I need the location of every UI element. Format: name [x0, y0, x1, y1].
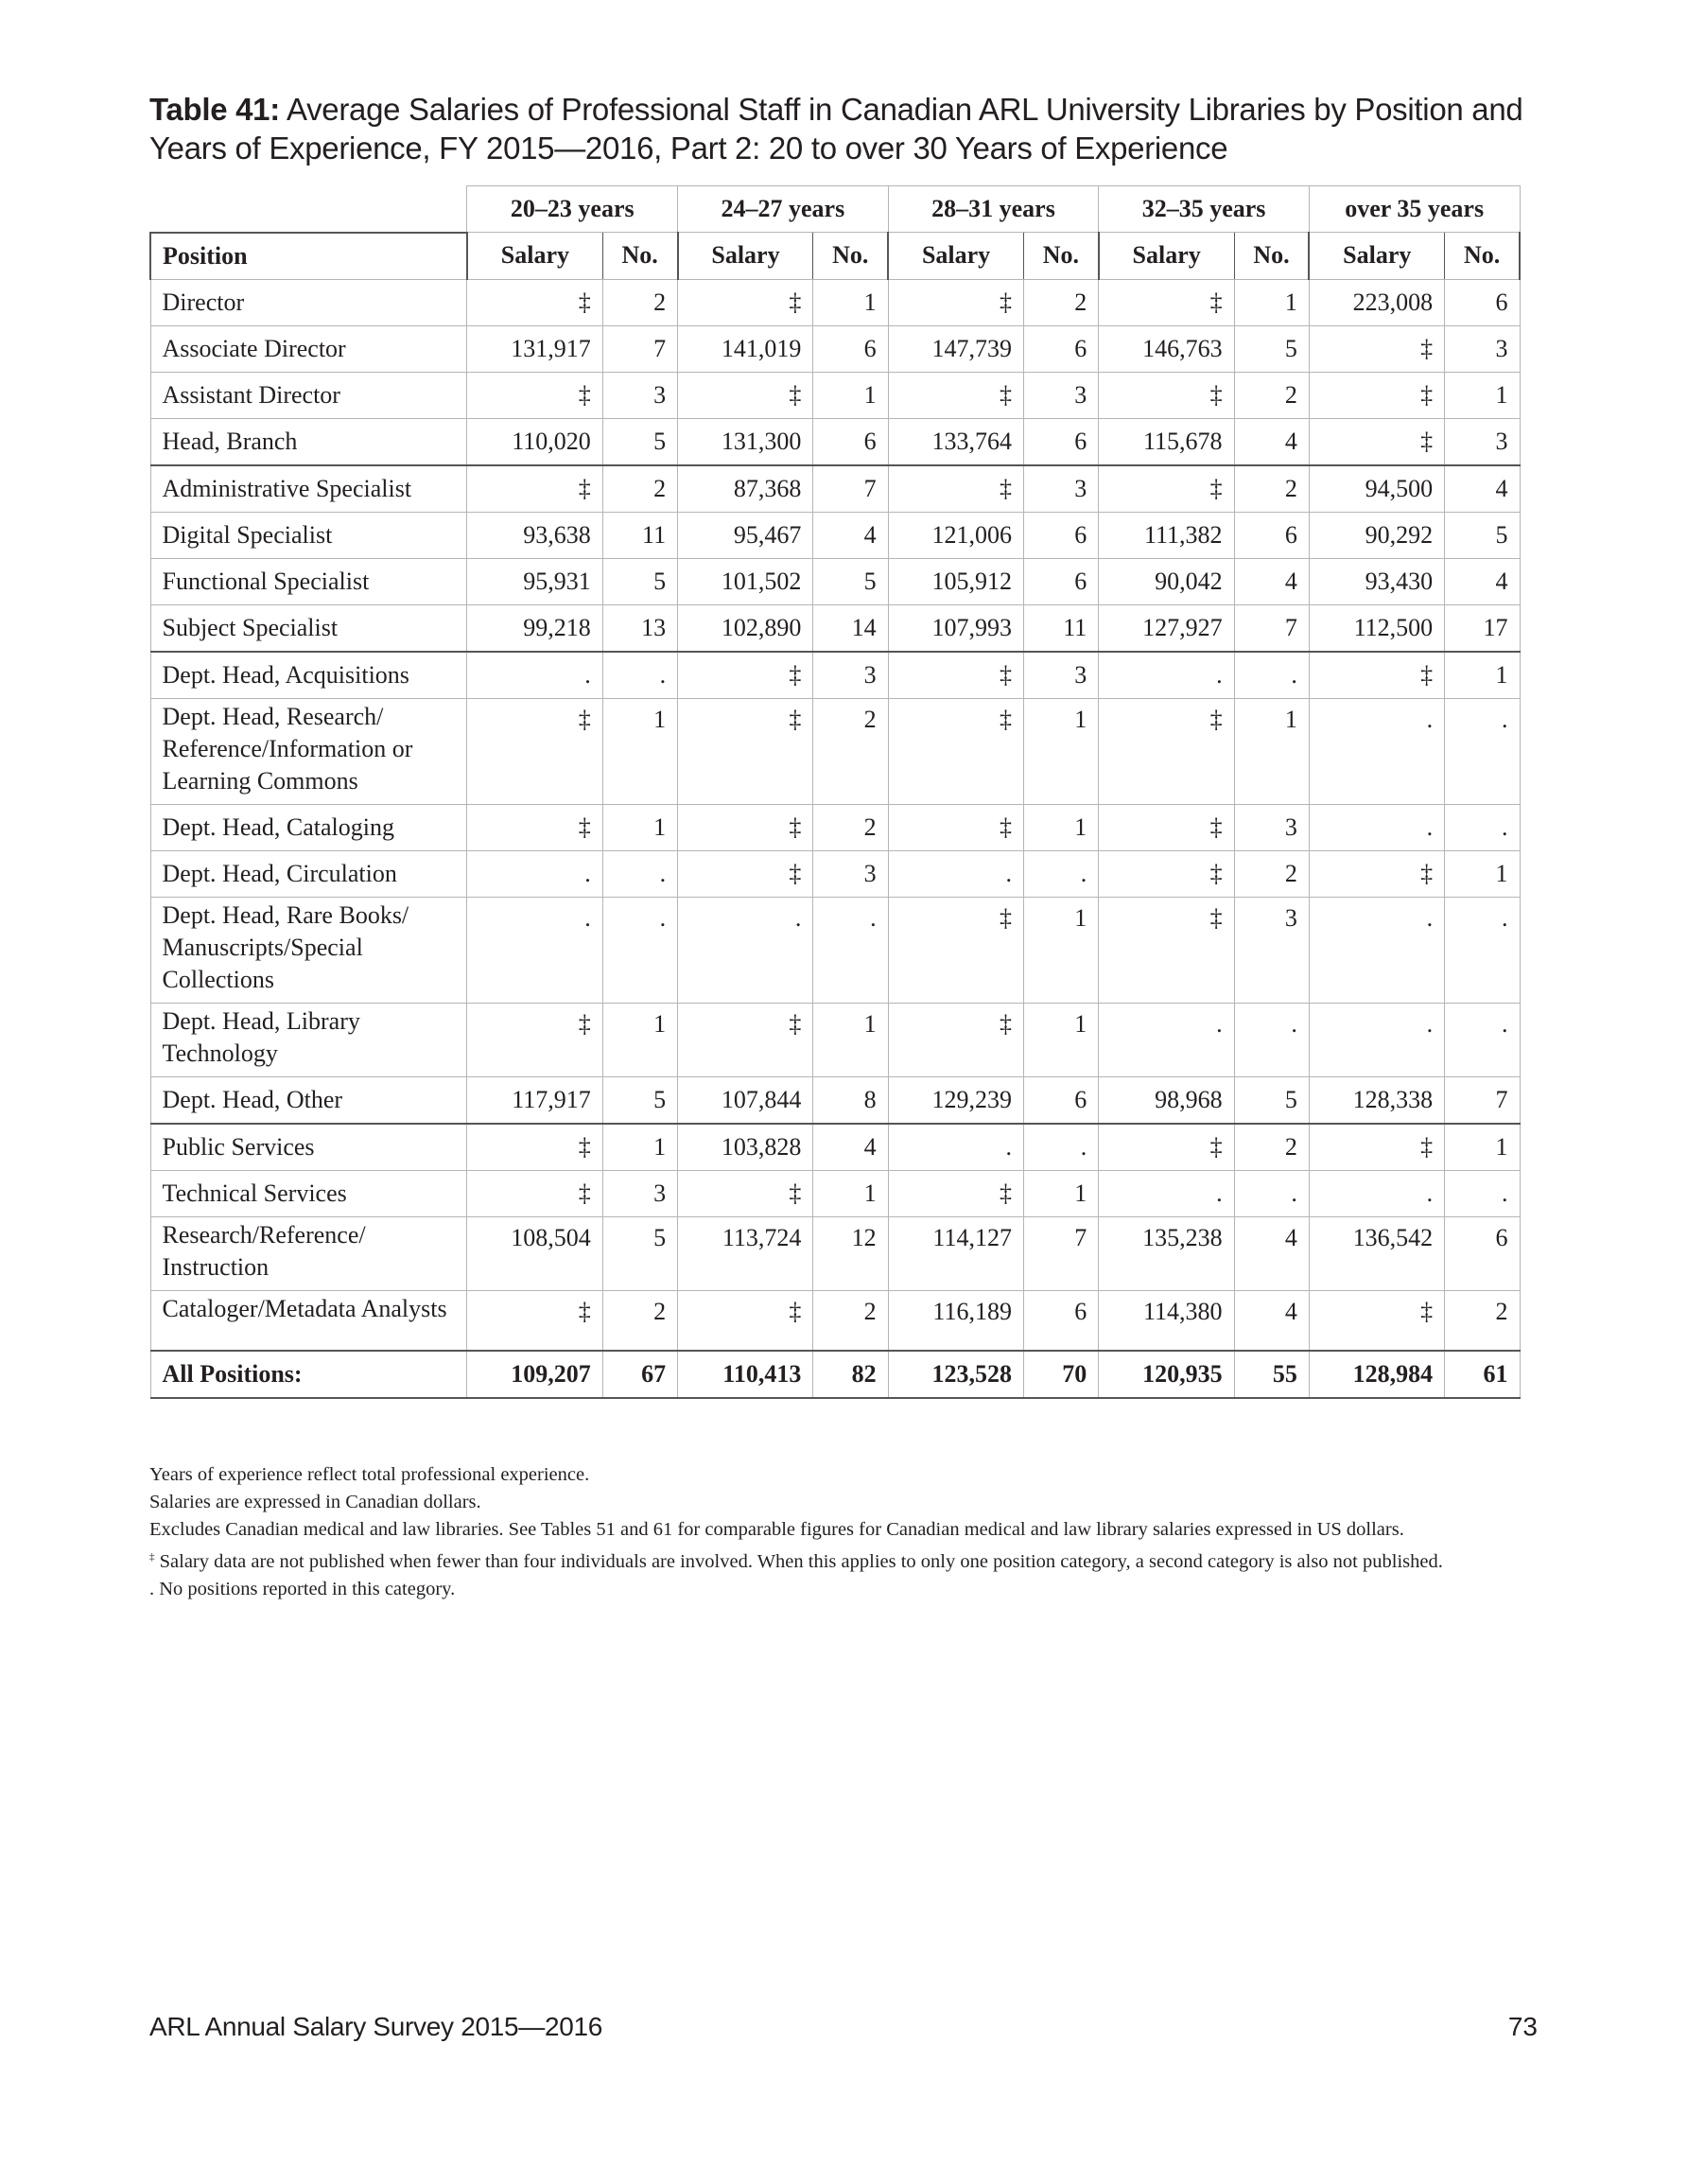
salary-cell: 113,724: [678, 1216, 813, 1290]
group-header: 32–35 years: [1099, 186, 1310, 233]
count-cell: 4: [1234, 418, 1309, 465]
note-suppression: [149, 1544, 1521, 1576]
salary-cell: ‡: [888, 897, 1023, 1003]
salary-cell: ‡: [1099, 279, 1234, 325]
salary-cell: ‡: [678, 1003, 813, 1076]
count-cell: 3: [1023, 652, 1098, 699]
note: Years of experience reflect total professional experience.: [149, 1464, 590, 1485]
count-cell: 2: [602, 465, 677, 513]
note: Salaries are expressed in Canadian dollars.: [149, 1492, 481, 1512]
count-header: No.: [1023, 233, 1098, 280]
count-cell: 2: [602, 1290, 677, 1351]
salary-cell: ‡: [467, 1003, 602, 1076]
salary-cell: 114,127: [888, 1216, 1023, 1290]
position-cell: Dept. Head, Library Technology: [150, 1003, 467, 1076]
count-cell: 1: [813, 1170, 888, 1216]
salary-cell: 131,300: [678, 418, 813, 465]
position-cell: Subject Specialist: [150, 604, 467, 652]
count-cell: 6: [1023, 1076, 1098, 1124]
salary-cell: ‡: [1309, 652, 1444, 699]
salary-cell: ‡: [1309, 418, 1444, 465]
count-cell: 2: [813, 698, 888, 804]
salary-cell: 95,467: [678, 512, 813, 558]
salary-header: Salary: [1309, 233, 1444, 280]
salary-cell: 135,238: [1099, 1216, 1234, 1290]
table-row: [150, 279, 1520, 325]
count-cell: .: [1234, 1003, 1309, 1076]
salary-cell: ‡: [467, 698, 602, 804]
table-notes: [149, 1461, 1521, 1603]
salary-cell: 98,968: [1099, 1076, 1234, 1124]
total-salary-cell: 109,207: [467, 1351, 602, 1398]
count-cell: .: [1234, 652, 1309, 699]
count-cell: 7: [1023, 1216, 1098, 1290]
count-cell: .: [602, 897, 677, 1003]
table-row: [150, 418, 1520, 465]
count-cell: 1: [813, 372, 888, 418]
count-cell: 7: [1234, 604, 1309, 652]
salary-cell: 93,430: [1309, 558, 1444, 604]
count-cell: 5: [602, 1076, 677, 1124]
table-row: [150, 325, 1520, 372]
salary-cell: 117,917: [467, 1076, 602, 1124]
count-cell: 1: [1445, 372, 1520, 418]
count-cell: 1: [602, 698, 677, 804]
position-cell: Head, Branch: [150, 418, 467, 465]
table-row: [150, 850, 1520, 897]
count-cell: .: [813, 897, 888, 1003]
salary-cell: 105,912: [888, 558, 1023, 604]
salary-cell: 147,739: [888, 325, 1023, 372]
page-number: 73: [1507, 2012, 1538, 2041]
count-cell: 11: [1023, 604, 1098, 652]
salary-cell: .: [888, 1124, 1023, 1171]
count-cell: 1: [1445, 1124, 1520, 1171]
count-cell: 1: [1023, 698, 1098, 804]
count-cell: 6: [813, 325, 888, 372]
salary-cell: ‡: [888, 372, 1023, 418]
salary-cell: .: [1309, 804, 1444, 850]
count-cell: 3: [1234, 897, 1309, 1003]
count-cell: 1: [1023, 1170, 1098, 1216]
total-label: All Positions:: [150, 1351, 467, 1398]
count-cell: 1: [1234, 279, 1309, 325]
count-cell: 3: [1023, 465, 1098, 513]
salary-cell: ‡: [678, 804, 813, 850]
total-salary-cell: 128,984: [1309, 1351, 1444, 1398]
table-caption: Average Salaries of Professional Staff in Canadian ARL University Libraries by Position and Years of Experience, FY 2015—2016, Part 2: 20 to over 30 Years of Experience: [149, 92, 1523, 166]
table-row: [150, 1124, 1520, 1171]
salary-cell: ‡: [678, 698, 813, 804]
position-cell: Assistant Director: [150, 372, 467, 418]
position-cell: Dept. Head, Other: [150, 1076, 467, 1124]
group-header: 24–27 years: [678, 186, 889, 233]
salary-cell: ‡: [888, 279, 1023, 325]
count-cell: 5: [1445, 512, 1520, 558]
count-cell: 1: [1445, 850, 1520, 897]
count-cell: 1: [1023, 897, 1098, 1003]
salary-cell: ‡: [1099, 850, 1234, 897]
group-header: 20–23 years: [467, 186, 678, 233]
count-cell: 4: [1445, 558, 1520, 604]
salary-cell: 127,927: [1099, 604, 1234, 652]
salary-header: Salary: [888, 233, 1023, 280]
table-row: [150, 604, 1520, 652]
total-salary-cell: 123,528: [888, 1351, 1023, 1398]
salary-cell: 114,380: [1099, 1290, 1234, 1351]
salary-cell: 107,993: [888, 604, 1023, 652]
salary-cell: .: [1309, 1003, 1444, 1076]
count-cell: 6: [813, 418, 888, 465]
table-row: [150, 1216, 1520, 1290]
note-text: Salary data are not published when fewer than four individuals are involved. When this applies to only one position category, a second category is also not published.: [159, 1551, 1443, 1572]
count-cell: 4: [1234, 1290, 1309, 1351]
count-cell: .: [1023, 850, 1098, 897]
table-body: [150, 279, 1520, 1398]
salary-cell: .: [467, 850, 602, 897]
count-cell: 1: [1023, 1003, 1098, 1076]
salary-cell: ‡: [467, 1124, 602, 1171]
salary-cell: ‡: [1099, 804, 1234, 850]
salary-header: Salary: [1099, 233, 1234, 280]
count-cell: 2: [813, 804, 888, 850]
salary-cell: 110,020: [467, 418, 602, 465]
position-cell: Dept. Head, Cataloging: [150, 804, 467, 850]
salary-table: [149, 185, 1521, 1399]
table-row: [150, 1290, 1520, 1351]
table-row: [150, 804, 1520, 850]
salary-cell: ‡: [888, 698, 1023, 804]
total-count-cell: 61: [1445, 1351, 1520, 1398]
salary-header: Salary: [467, 233, 602, 280]
salary-cell: ‡: [467, 1170, 602, 1216]
count-header: No.: [1234, 233, 1309, 280]
position-cell: Dept. Head, Rare Books/ Manuscripts/Special Collections: [150, 897, 467, 1003]
position-cell: Public Services: [150, 1124, 467, 1171]
count-cell: 4: [1234, 558, 1309, 604]
position-cell: Dept. Head, Circulation: [150, 850, 467, 897]
salary-cell: ‡: [678, 652, 813, 699]
salary-cell: ‡: [678, 1290, 813, 1351]
count-cell: 7: [1445, 1076, 1520, 1124]
position-cell: Digital Specialist: [150, 512, 467, 558]
count-cell: .: [1023, 1124, 1098, 1171]
table-number: Table 41:: [149, 92, 280, 127]
salary-cell: .: [467, 897, 602, 1003]
count-cell: 5: [813, 558, 888, 604]
count-cell: 3: [602, 372, 677, 418]
count-cell: 7: [602, 325, 677, 372]
experience-group-header-row: [150, 186, 1520, 233]
count-cell: 3: [1023, 372, 1098, 418]
double-dagger-symbol: ‡: [149, 1551, 155, 1563]
salary-cell: ‡: [678, 1170, 813, 1216]
count-cell: 2: [1023, 279, 1098, 325]
count-cell: 1: [1234, 698, 1309, 804]
position-cell: Research/Reference/ Instruction: [150, 1216, 467, 1290]
count-cell: 6: [1023, 418, 1098, 465]
count-cell: 3: [813, 652, 888, 699]
count-cell: .: [1234, 1170, 1309, 1216]
count-cell: 6: [1023, 1290, 1098, 1351]
column-header-row: [150, 233, 1520, 280]
salary-cell: ‡: [1099, 465, 1234, 513]
salary-cell: .: [1099, 1170, 1234, 1216]
salary-cell: ‡: [888, 1003, 1023, 1076]
salary-cell: ‡: [1309, 850, 1444, 897]
position-cell: Dept. Head, Acquisitions: [150, 652, 467, 699]
count-cell: 1: [602, 1124, 677, 1171]
count-cell: 6: [1445, 279, 1520, 325]
position-cell: Administrative Specialist: [150, 465, 467, 513]
count-cell: 2: [1234, 850, 1309, 897]
count-header: No.: [1445, 233, 1520, 280]
salary-cell: ‡: [467, 279, 602, 325]
position-cell: Director: [150, 279, 467, 325]
table-row: [150, 512, 1520, 558]
salary-cell: .: [1309, 698, 1444, 804]
total-salary-cell: 120,935: [1099, 1351, 1234, 1398]
salary-cell: ‡: [467, 372, 602, 418]
salary-cell: 103,828: [678, 1124, 813, 1171]
count-cell: .: [1445, 698, 1520, 804]
count-cell: .: [602, 652, 677, 699]
table-row: [150, 465, 1520, 513]
salary-cell: ‡: [1309, 1124, 1444, 1171]
salary-cell: 131,917: [467, 325, 602, 372]
salary-cell: 128,338: [1309, 1076, 1444, 1124]
count-cell: 6: [1023, 512, 1098, 558]
group-header: over 35 years: [1309, 186, 1520, 233]
count-cell: 6: [1234, 512, 1309, 558]
salary-cell: 141,019: [678, 325, 813, 372]
salary-cell: .: [1099, 652, 1234, 699]
salary-cell: ‡: [888, 804, 1023, 850]
salary-cell: ‡: [1099, 372, 1234, 418]
salary-cell: ‡: [678, 372, 813, 418]
salary-cell: 146,763: [1099, 325, 1234, 372]
table-row: [150, 1170, 1520, 1216]
table-row: [150, 1076, 1520, 1124]
count-cell: 1: [1445, 652, 1520, 699]
count-cell: 8: [813, 1076, 888, 1124]
count-cell: 3: [1234, 804, 1309, 850]
count-cell: .: [1445, 1003, 1520, 1076]
count-cell: 6: [1445, 1216, 1520, 1290]
salary-cell: 108,504: [467, 1216, 602, 1290]
salary-cell: ‡: [467, 804, 602, 850]
salary-cell: .: [467, 652, 602, 699]
salary-cell: ‡: [1309, 372, 1444, 418]
salary-cell: 95,931: [467, 558, 602, 604]
count-cell: .: [1445, 1170, 1520, 1216]
salary-cell: 111,382: [1099, 512, 1234, 558]
count-cell: 3: [602, 1170, 677, 1216]
table-title: [149, 90, 1549, 167]
count-cell: 14: [813, 604, 888, 652]
count-cell: 5: [602, 1216, 677, 1290]
position-cell: Dept. Head, Research/ Reference/Information or Learning Commons: [150, 698, 467, 804]
count-cell: 6: [1023, 325, 1098, 372]
table-row: [150, 1003, 1520, 1076]
table-row: [150, 698, 1520, 804]
header-spacer: [150, 186, 467, 233]
count-cell: 3: [1445, 325, 1520, 372]
count-cell: 4: [1445, 465, 1520, 513]
note: . No positions reported in this category.: [149, 1579, 456, 1599]
position-cell: Functional Specialist: [150, 558, 467, 604]
salary-cell: ‡: [467, 1290, 602, 1351]
table-row: [150, 558, 1520, 604]
total-count-cell: 67: [602, 1351, 677, 1398]
count-cell: 4: [813, 512, 888, 558]
salary-cell: 90,042: [1099, 558, 1234, 604]
salary-cell: 112,500: [1309, 604, 1444, 652]
count-cell: 5: [602, 418, 677, 465]
count-cell: 1: [813, 1003, 888, 1076]
salary-cell: .: [678, 897, 813, 1003]
salary-cell: ‡: [888, 465, 1023, 513]
count-header: No.: [813, 233, 888, 280]
count-cell: 3: [813, 850, 888, 897]
count-cell: 7: [813, 465, 888, 513]
position-header: Position: [150, 233, 467, 280]
table-row: [150, 652, 1520, 699]
salary-cell: 94,500: [1309, 465, 1444, 513]
position-cell: Technical Services: [150, 1170, 467, 1216]
count-cell: 2: [1234, 465, 1309, 513]
salary-cell: 133,764: [888, 418, 1023, 465]
salary-cell: 129,239: [888, 1076, 1023, 1124]
total-row: [150, 1351, 1520, 1398]
salary-cell: 107,844: [678, 1076, 813, 1124]
count-cell: 1: [602, 1003, 677, 1076]
count-cell: 3: [1445, 418, 1520, 465]
salary-cell: ‡: [888, 1170, 1023, 1216]
count-cell: .: [1445, 804, 1520, 850]
count-cell: 1: [1023, 804, 1098, 850]
salary-cell: .: [1099, 1003, 1234, 1076]
salary-cell: 90,292: [1309, 512, 1444, 558]
salary-cell: ‡: [678, 850, 813, 897]
count-cell: 2: [1234, 1124, 1309, 1171]
salary-cell: .: [888, 850, 1023, 897]
salary-cell: 121,006: [888, 512, 1023, 558]
count-cell: 2: [1234, 372, 1309, 418]
note: Excludes Canadian medical and law libraries. See Tables 51 and 61 for comparable figures for Canadian medical and law library salaries expressed in US dollars.: [149, 1519, 1404, 1540]
salary-cell: 136,542: [1309, 1216, 1444, 1290]
count-cell: 5: [602, 558, 677, 604]
total-count-cell: 55: [1234, 1351, 1309, 1398]
total-count-cell: 82: [813, 1351, 888, 1398]
salary-cell: 223,008: [1309, 279, 1444, 325]
footer-publication: ARL Annual Salary Survey 2015—2016: [149, 2012, 603, 2041]
salary-cell: ‡: [1099, 897, 1234, 1003]
count-header: No.: [602, 233, 677, 280]
position-cell: Cataloger/Metadata Analysts: [150, 1290, 467, 1351]
salary-cell: 115,678: [1099, 418, 1234, 465]
total-count-cell: 70: [1023, 1351, 1098, 1398]
count-cell: 17: [1445, 604, 1520, 652]
table-row: [150, 897, 1520, 1003]
salary-cell: 99,218: [467, 604, 602, 652]
salary-cell: ‡: [888, 652, 1023, 699]
count-cell: 1: [602, 804, 677, 850]
count-cell: 5: [1234, 1076, 1309, 1124]
salary-cell: 93,638: [467, 512, 602, 558]
count-cell: 4: [1234, 1216, 1309, 1290]
count-cell: 5: [1234, 325, 1309, 372]
count-cell: 2: [813, 1290, 888, 1351]
salary-cell: ‡: [467, 465, 602, 513]
count-cell: 13: [602, 604, 677, 652]
salary-cell: ‡: [1099, 698, 1234, 804]
salary-cell: 87,368: [678, 465, 813, 513]
salary-header: Salary: [678, 233, 813, 280]
table-row: [150, 372, 1520, 418]
count-cell: .: [602, 850, 677, 897]
total-salary-cell: 110,413: [678, 1351, 813, 1398]
position-cell: Associate Director: [150, 325, 467, 372]
salary-cell: 102,890: [678, 604, 813, 652]
count-cell: 11: [602, 512, 677, 558]
salary-cell: ‡: [1309, 325, 1444, 372]
count-cell: 4: [813, 1124, 888, 1171]
count-cell: 2: [1445, 1290, 1520, 1351]
salary-cell: 116,189: [888, 1290, 1023, 1351]
salary-cell: .: [1309, 1170, 1444, 1216]
salary-cell: ‡: [678, 279, 813, 325]
salary-cell: ‡: [1099, 1124, 1234, 1171]
count-cell: 1: [813, 279, 888, 325]
salary-cell: ‡: [1309, 1290, 1444, 1351]
salary-cell: .: [1309, 897, 1444, 1003]
salary-cell: 101,502: [678, 558, 813, 604]
count-cell: 6: [1023, 558, 1098, 604]
group-header: 28–31 years: [888, 186, 1099, 233]
count-cell: 2: [602, 279, 677, 325]
count-cell: .: [1445, 897, 1520, 1003]
count-cell: 12: [813, 1216, 888, 1290]
